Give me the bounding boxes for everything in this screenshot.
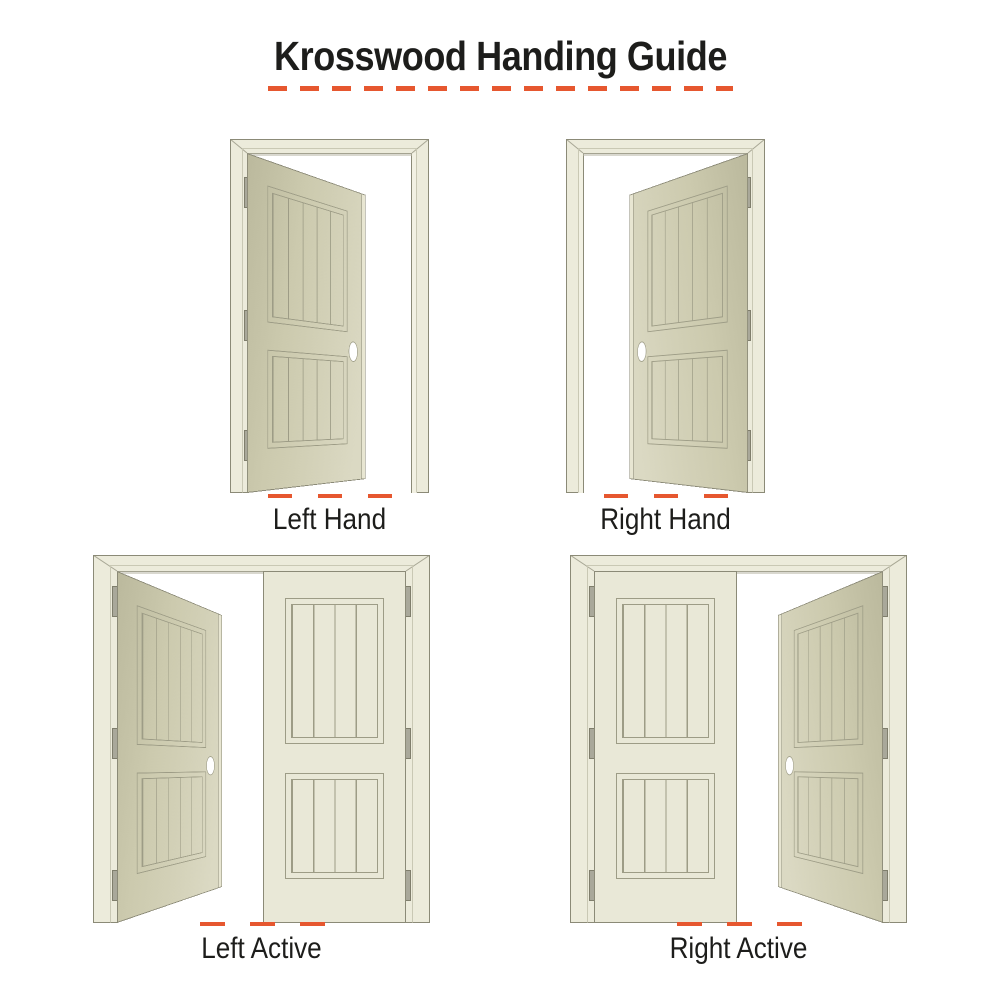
panel-planks [797, 613, 859, 743]
door-edge-face [778, 613, 782, 888]
door-leaf-inactive [263, 571, 406, 923]
door-panel-bottom [648, 350, 728, 449]
door-leaf-open [247, 153, 363, 493]
door-panel-bottom [136, 772, 206, 874]
door-knob-icon [637, 341, 646, 362]
figure-left-hand [230, 139, 429, 543]
figure-label: Right Hand [600, 503, 731, 536]
figure-label: Left Active [201, 932, 322, 965]
door-edge-face [218, 613, 222, 888]
door-panel-top [136, 605, 206, 748]
door-knob-icon [349, 341, 358, 362]
panel-planks [141, 613, 203, 743]
hinge-icon [406, 871, 411, 901]
title-divider-dashed [268, 86, 733, 91]
caption-dashes [268, 494, 392, 498]
figure-label: Right Active [669, 932, 808, 965]
panel-planks [797, 777, 859, 867]
hinge-icon [883, 871, 888, 901]
door-panel-bottom [268, 350, 348, 449]
door-panel-top [794, 605, 864, 748]
figure-left-active [93, 555, 430, 975]
door-panel-top [648, 186, 728, 332]
door-panel-bottom [616, 773, 715, 878]
panel-planks [622, 779, 709, 872]
door-panel-top [268, 186, 348, 332]
doorway [584, 153, 748, 493]
door-leaf-active [781, 571, 883, 923]
panel-planks [272, 356, 343, 443]
door-leaf-inactive [594, 571, 737, 923]
panel-planks [622, 604, 709, 738]
door-edge-face [361, 193, 365, 479]
door-panel-bottom [794, 772, 864, 874]
caption-dashes [677, 922, 802, 926]
door-knob-icon [785, 756, 794, 775]
panel-planks [291, 604, 378, 738]
doorway [737, 571, 883, 923]
caption-dashes [200, 922, 325, 926]
figure-right-active [570, 555, 907, 975]
panel-planks [652, 193, 723, 326]
hinge-icon [406, 729, 411, 759]
doorway [247, 153, 411, 493]
door-edge-face [629, 193, 633, 479]
panel-planks [291, 779, 378, 872]
hinge-icon [406, 587, 411, 617]
panel-planks [272, 193, 343, 326]
panel-planks [652, 356, 723, 443]
door-leaf-active [117, 571, 219, 923]
doorway [117, 571, 263, 923]
door-panel-top [285, 598, 384, 744]
hinge-icon [883, 729, 888, 759]
figure-right-hand [566, 139, 765, 543]
door-panel-top [616, 598, 715, 744]
page-title: Krosswood Handing Guide [274, 33, 727, 79]
panel-planks [141, 777, 203, 867]
figure-label: Left Hand [272, 503, 387, 536]
caption-dashes [604, 494, 728, 498]
hinge-icon [883, 587, 888, 617]
door-knob-icon [206, 756, 215, 775]
door-panel-bottom [285, 773, 384, 878]
door-leaf-open [632, 153, 748, 493]
